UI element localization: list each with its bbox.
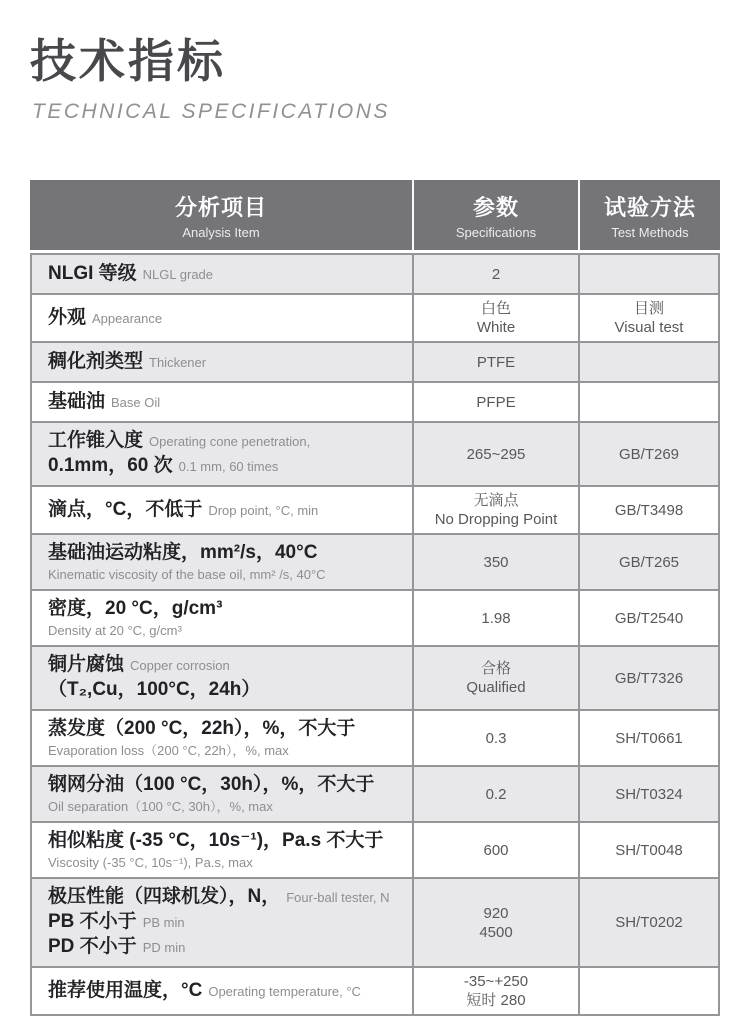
item-en-text: Copper corrosion bbox=[130, 658, 230, 673]
item-cell bbox=[32, 968, 412, 1014]
item-en-text: 0.1 mm, 60 times bbox=[178, 459, 279, 474]
item-zh-text: 基础油 bbox=[48, 390, 106, 412]
item-cell bbox=[32, 343, 412, 381]
item-en-text: Operating cone penetration, bbox=[149, 434, 311, 449]
item-line bbox=[48, 854, 404, 871]
item-line bbox=[48, 935, 404, 960]
value-cell bbox=[412, 711, 578, 765]
method-line: SH/T0202 bbox=[615, 914, 683, 931]
item-zh-text: 推荐使用温度，°C bbox=[48, 979, 203, 1001]
item-cell bbox=[32, 767, 412, 821]
item-en-text: Base Oil bbox=[111, 394, 161, 410]
value-cell bbox=[412, 295, 578, 341]
item-cell bbox=[32, 879, 412, 966]
value-line: 0.2 bbox=[485, 785, 507, 803]
method-line: SH/T0661 bbox=[615, 729, 683, 747]
item-zh-text: 外观 bbox=[48, 306, 87, 328]
table-row bbox=[32, 645, 718, 709]
method-line: SH/T0324 bbox=[615, 785, 683, 803]
item-line bbox=[48, 885, 404, 910]
value-cell bbox=[412, 647, 578, 709]
method-cell bbox=[578, 711, 718, 765]
value-cell bbox=[412, 823, 578, 877]
value-line: 2 bbox=[491, 265, 501, 283]
item-line bbox=[48, 597, 404, 622]
item-zh-text: 蒸发度（200 °C，22h），%，不大于 bbox=[48, 718, 356, 739]
item-cell bbox=[32, 487, 412, 533]
item-zh-text: 相似粘度 (-35 °C，10s⁻¹)，Pa.s 不大于 bbox=[48, 830, 384, 851]
item-line bbox=[48, 798, 404, 815]
item-cell bbox=[32, 255, 412, 293]
header-en-label: Analysis Item bbox=[182, 224, 260, 240]
table-row bbox=[32, 255, 718, 293]
header-cell-test-methods bbox=[578, 180, 720, 250]
header-en-label: Specifications bbox=[455, 224, 537, 240]
value-line: 350 bbox=[483, 553, 509, 571]
item-line bbox=[48, 306, 404, 331]
value-cell bbox=[412, 968, 578, 1014]
value-line: 4500 bbox=[479, 923, 513, 941]
item-line bbox=[48, 429, 404, 454]
value-line: 0.3 bbox=[485, 729, 507, 747]
method-cell bbox=[578, 767, 718, 821]
value-line: 无滴点 bbox=[473, 492, 519, 509]
table-row bbox=[32, 709, 718, 765]
item-en-text: Appearance bbox=[92, 310, 163, 326]
table-row bbox=[32, 293, 718, 341]
value-line: Qualified bbox=[466, 679, 526, 696]
item-line bbox=[48, 773, 404, 798]
item-line bbox=[48, 678, 404, 703]
item-line bbox=[48, 910, 404, 935]
item-en-text: Thickener bbox=[149, 354, 207, 370]
value-cell bbox=[412, 343, 578, 381]
value-line: -35~+250 bbox=[463, 973, 529, 990]
item-zh-text: 铜片腐蚀 bbox=[48, 654, 125, 675]
item-line bbox=[48, 653, 404, 678]
item-line bbox=[48, 829, 404, 854]
value-line: 合格 bbox=[480, 660, 511, 677]
item-zh-text: 工作锥入度 bbox=[48, 430, 144, 451]
item-line bbox=[48, 717, 404, 742]
value-line: 265~295 bbox=[466, 445, 526, 463]
item-cell bbox=[32, 591, 412, 645]
item-zh-text: NLGI 等级 bbox=[48, 262, 137, 284]
method-cell bbox=[578, 879, 718, 966]
item-zh-text: 基础油运动粘度，mm²/s，40°C bbox=[48, 542, 318, 563]
item-cell bbox=[32, 383, 412, 421]
spec-table-body bbox=[30, 253, 720, 1016]
method-line: 目测 bbox=[633, 300, 664, 317]
table-row bbox=[32, 381, 718, 421]
method-cell bbox=[578, 535, 718, 589]
item-line bbox=[48, 541, 404, 566]
item-line bbox=[48, 454, 404, 479]
item-cell bbox=[32, 823, 412, 877]
header-zh-label: 试验方法 bbox=[603, 194, 696, 220]
value-cell bbox=[412, 255, 578, 293]
item-en-text: Viscosity (-35 °C, 10s⁻¹), Pa.s, max bbox=[48, 855, 253, 870]
item-zh-text: PD 不小于 bbox=[48, 936, 137, 957]
item-en-text: Kinematic viscosity of the base oil, mm² /s, 40°C bbox=[48, 567, 326, 582]
header-zh-label: 参数 bbox=[472, 194, 519, 220]
item-line bbox=[48, 979, 404, 1004]
method-cell bbox=[578, 968, 718, 1014]
value-line: No Dropping Point bbox=[434, 511, 558, 528]
method-line: GB/T3498 bbox=[614, 501, 684, 519]
method-line: GB/T265 bbox=[618, 553, 680, 571]
item-en-text: PD min bbox=[142, 940, 186, 955]
method-cell bbox=[578, 423, 718, 485]
method-cell bbox=[578, 487, 718, 533]
item-cell bbox=[32, 711, 412, 765]
item-zh-text: 极压性能（四球机发），N， bbox=[48, 886, 281, 907]
item-en-text: Evaporation loss（200 °C, 22h），%, max bbox=[48, 743, 289, 758]
method-cell bbox=[578, 295, 718, 341]
method-cell bbox=[578, 383, 718, 421]
table-row bbox=[32, 485, 718, 533]
item-en-text: Oil separation（100 °C, 30h），%, max bbox=[48, 799, 273, 814]
item-line bbox=[48, 390, 404, 415]
table-row bbox=[32, 341, 718, 381]
header-en-label: Test Methods bbox=[611, 224, 689, 240]
value-cell bbox=[412, 383, 578, 421]
value-line: PTFE bbox=[476, 353, 516, 371]
value-line: PFPE bbox=[476, 393, 516, 411]
item-zh-text: 钢网分油（100 °C，30h），%，不大于 bbox=[48, 774, 375, 795]
value-cell bbox=[412, 535, 578, 589]
item-en-text: NLGL grade bbox=[142, 266, 214, 282]
item-zh-text: 密度，20 °C，g/cm³ bbox=[48, 598, 223, 619]
item-line bbox=[48, 622, 404, 639]
method-line: SH/T0048 bbox=[615, 841, 683, 859]
method-cell bbox=[578, 823, 718, 877]
value-cell bbox=[412, 591, 578, 645]
table-row bbox=[32, 589, 718, 645]
value-cell bbox=[412, 423, 578, 485]
method-cell bbox=[578, 647, 718, 709]
table-row bbox=[32, 821, 718, 877]
item-cell bbox=[32, 295, 412, 341]
value-cell bbox=[412, 767, 578, 821]
value-line: 白色 bbox=[480, 300, 511, 317]
value-line: 短时 280 bbox=[466, 992, 526, 1009]
item-zh-text: 稠化剂类型 bbox=[48, 350, 144, 372]
header-cell-specifications bbox=[412, 180, 578, 250]
value-line: 1.98 bbox=[481, 609, 511, 627]
item-zh-text: （T₂,Cu，100°C，24h） bbox=[48, 679, 261, 700]
item-line bbox=[48, 566, 404, 583]
item-en-text: PB min bbox=[142, 915, 185, 930]
value-line: 920 bbox=[483, 904, 509, 922]
value-line: White bbox=[476, 319, 516, 336]
method-cell bbox=[578, 343, 718, 381]
table-row bbox=[32, 421, 718, 485]
value-cell bbox=[412, 879, 578, 966]
item-line bbox=[48, 350, 404, 375]
value-cell bbox=[412, 487, 578, 533]
item-line bbox=[48, 742, 404, 759]
item-zh-text: 滴点，°C，不低于 bbox=[48, 498, 203, 520]
page-title: 技术指标 bbox=[30, 35, 226, 87]
item-en-text: Operating temperature, °C bbox=[208, 983, 361, 999]
value-line: 600 bbox=[483, 841, 509, 859]
spec-table bbox=[30, 180, 720, 1016]
method-cell bbox=[578, 255, 718, 293]
table-row bbox=[32, 877, 718, 966]
item-cell bbox=[32, 647, 412, 709]
item-en-text: Density at 20 °C, g/cm³ bbox=[48, 623, 182, 638]
item-line bbox=[48, 498, 404, 523]
header-zh-label: 分析项目 bbox=[174, 194, 267, 220]
method-line: GB/T7326 bbox=[614, 669, 684, 687]
method-line: GB/T2540 bbox=[614, 609, 684, 627]
item-en-text: Four-ball tester, N bbox=[286, 890, 390, 905]
table-row bbox=[32, 966, 718, 1014]
table-header bbox=[30, 180, 720, 250]
method-line: GB/T269 bbox=[618, 445, 680, 463]
method-cell bbox=[578, 591, 718, 645]
item-cell bbox=[32, 535, 412, 589]
table-row bbox=[32, 533, 718, 589]
item-en-text: Drop point, °C, min bbox=[208, 502, 319, 518]
page-subtitle: TECHNICAL SPECIFICATIONS bbox=[32, 100, 390, 123]
item-zh-text: 0.1mm，60 次 bbox=[48, 455, 173, 476]
header-cell-analysis-item bbox=[30, 180, 412, 250]
item-zh-text: PB 不小于 bbox=[48, 911, 137, 932]
method-line: Visual test bbox=[614, 319, 684, 336]
item-line bbox=[48, 262, 404, 287]
item-cell bbox=[32, 423, 412, 485]
table-row bbox=[32, 765, 718, 821]
